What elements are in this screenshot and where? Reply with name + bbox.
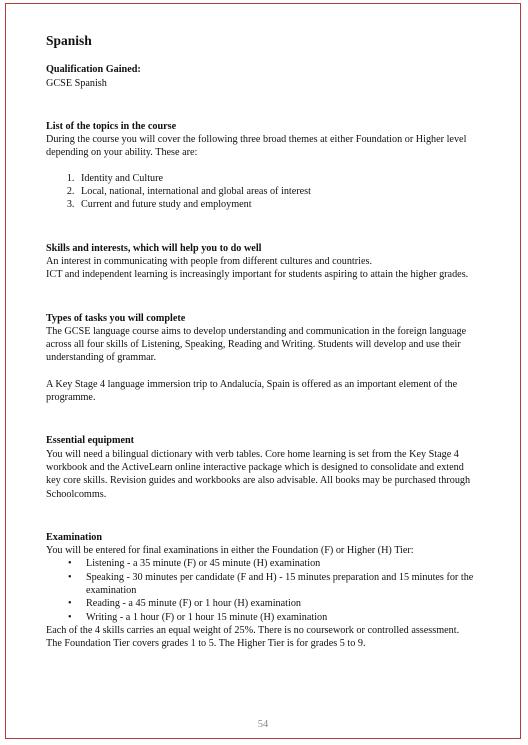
- qualification-value: GCSE Spanish: [46, 77, 107, 89]
- equipment-section: [46, 434, 476, 500]
- tasks-paragraph-1: The GCSE language course aims to develop understanding and communication in the foreign language across all four skills of Listening, Speaking, Reading and Writing. Students will develop and use their understanding of grammar.: [46, 325, 467, 364]
- skills-line-2: ICT and independent learning is increasingly important for students aspiring to attain the higher grades.: [46, 269, 469, 281]
- tasks-heading: Types of tasks you will complete: [46, 312, 186, 324]
- examination-section: [46, 531, 476, 651]
- topics-list: [46, 172, 476, 212]
- topics-heading: List of the topics in the course: [46, 120, 177, 132]
- examination-outro: Each of the 4 skills carries an equal weight of 25%. There is no coursework or controlled assessment. The Foundation Tier covers grades 1 to 5. The Higher Tier is for grades 5 to 9.: [46, 624, 460, 650]
- bullet-icon: •: [68, 558, 72, 570]
- bullet-icon: •: [68, 571, 72, 583]
- list-item: • Speaking - 30 minutes per candidate (F and H) - 15 minutes preparation and 15 minutes for the examination: [68, 571, 474, 597]
- topics-section: [46, 120, 476, 212]
- list-item: • Reading - a 45 minute (F) or 1 hour (H) examination: [68, 598, 302, 610]
- page-content: [46, 34, 476, 651]
- examination-heading: Examination: [46, 531, 103, 543]
- list-item: 3. Current and future study and employment: [77, 198, 476, 211]
- qualification-section: [46, 63, 476, 90]
- skills-heading: Skills and interests, which will help you to do well: [46, 242, 262, 254]
- page-title: Spanish: [46, 33, 92, 48]
- list-item: 2. Local, national, international and global areas of interest: [77, 185, 476, 198]
- skills-line-1: An interest in communicating with people from different cultures and countries.: [46, 255, 373, 267]
- list-item: 1. Identity and Culture: [77, 172, 476, 185]
- qualification-heading: Qualification Gained:: [46, 64, 141, 76]
- bullet-icon: •: [68, 598, 72, 610]
- equipment-heading: Essential equipment: [46, 435, 135, 447]
- list-item: • Writing - a 1 hour (F) or 1 hour 15 minute (H) examination: [68, 611, 328, 623]
- tasks-section: [46, 312, 476, 405]
- topics-intro: During the course you will cover the following three broad themes at either Foundation or Higher level depending on your ability. These are:: [46, 134, 467, 159]
- equipment-text: You will need a bilingual dictionary with verb tables. Core home learning is set from the Key Stage 4 workbook and the ActiveLearn online interactive package which is designed to consolidate and extend key core skills. Revision guides and workbooks are also advisable. All books may be purchased through Schoolcomms.: [46, 448, 471, 500]
- page-number: 54: [257, 719, 269, 730]
- document-page: [5, 3, 521, 739]
- list-item: • Listening - a 35 minute (F) or 45 minute (H) examination: [68, 558, 321, 570]
- bullet-icon: •: [68, 611, 72, 623]
- examination-list: [46, 557, 476, 623]
- skills-section: [46, 242, 476, 282]
- examination-intro: You will be entered for final examinations in either the Foundation (F) or Higher (H) Tier:: [46, 545, 414, 557]
- tasks-paragraph-2: A Key Stage 4 language immersion trip to Andalucía, Spain is offered as an important element of the programme.: [46, 378, 458, 404]
